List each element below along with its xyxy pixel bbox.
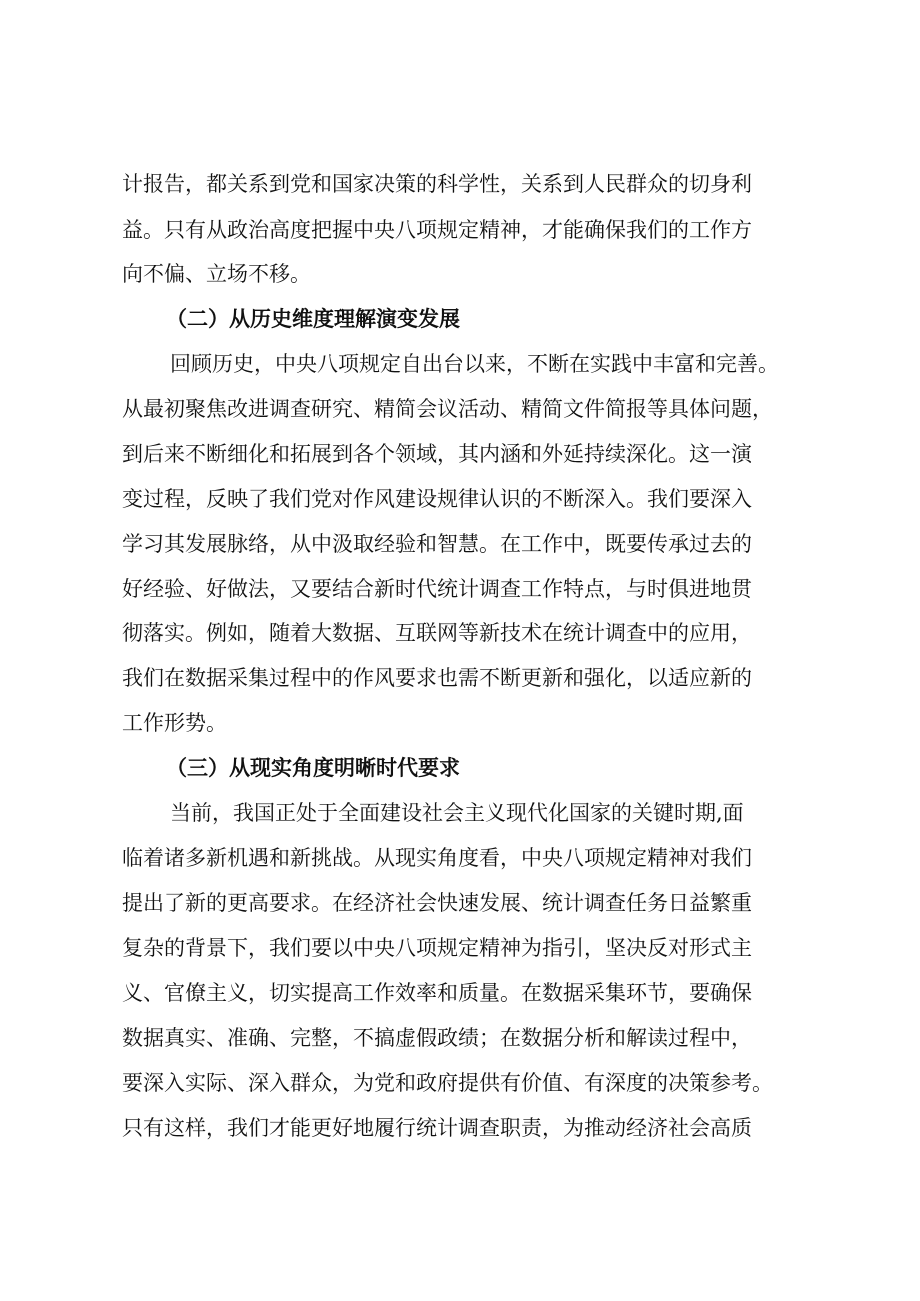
line-text: 益。只有从政治高度把握中央八项规定精神，才能确保我们的工作方 bbox=[122, 218, 752, 242]
body-text-line bbox=[0, 1020, 920, 1056]
body-text-line bbox=[0, 571, 920, 607]
line-text: 数据真实、准确、完整，不搞虚假政绩；在数据分析和解读过程中， bbox=[122, 1026, 752, 1050]
line-text: 到后来不断细化和拓展到各个领域，其内涵和外延持续深化。这一演 bbox=[122, 442, 752, 466]
body-text-line bbox=[0, 705, 920, 741]
line-text: 计报告，都关系到党和国家决策的科学性，关系到人民群众的切身利 bbox=[122, 172, 752, 196]
line-text: 临着诸多新机遇和新挑战。从现实角度看，中央八项规定精神对我们 bbox=[122, 846, 752, 870]
heading-text: （二）从历史维度理解演变发展 bbox=[166, 306, 460, 331]
line-text: 要深入实际、深入群众，为党和政府提供有价值、有深度的决策参考。 bbox=[122, 1071, 773, 1095]
body-text-line bbox=[0, 391, 920, 427]
body-text-line bbox=[0, 660, 920, 696]
body-text-line bbox=[0, 795, 920, 831]
section-heading-2 bbox=[0, 301, 920, 337]
body-text-line bbox=[0, 615, 920, 651]
line-text: 当前，我国正处于全面建设社会主义现代化国家的关键时期,面 bbox=[170, 801, 744, 825]
body-text-line bbox=[0, 346, 920, 382]
body-text-line bbox=[0, 975, 920, 1011]
body-text-line bbox=[0, 212, 920, 248]
line-text: 好经验、好做法，又要结合新时代统计调查工作特点，与时俱进地贯 bbox=[122, 577, 752, 601]
body-text-line bbox=[0, 526, 920, 562]
body-text-line bbox=[0, 166, 920, 202]
body-text-line bbox=[0, 1065, 920, 1101]
line-text: 工作形势。 bbox=[122, 711, 227, 735]
line-text: 只有这样，我们才能更好地履行统计调查职责，为推动经济社会高质 bbox=[122, 1116, 752, 1140]
line-text: 回顾历史，中央八项规定自出台以来，不断在实践中丰富和完善。 bbox=[170, 352, 779, 376]
body-text-line bbox=[0, 481, 920, 517]
line-text: 变过程，反映了我们党对作风建设规律认识的不断深入。我们要深入 bbox=[122, 487, 752, 511]
heading-text: （三）从现实角度明晰时代要求 bbox=[166, 755, 460, 780]
line-text: 复杂的背景下，我们要以中央八项规定精神为指引，坚决反对形式主 bbox=[122, 936, 752, 960]
line-text: 提出了新的更高要求。在经济社会快速发展、统计调查任务日益繁重 bbox=[122, 891, 752, 915]
line-text: 向不偏、立场不移。 bbox=[122, 262, 311, 286]
body-text-line bbox=[0, 436, 920, 472]
body-text-line bbox=[0, 930, 920, 966]
line-text: 义、官僚主义，切实提高工作效率和质量。在数据采集环节，要确保 bbox=[122, 981, 752, 1005]
body-text-line bbox=[0, 885, 920, 921]
section-heading-3 bbox=[0, 750, 920, 786]
line-text: 从最初聚焦改进调查研究、精简会议活动、精简文件简报等具体问题， bbox=[122, 397, 773, 421]
line-text: 彻落实。例如，随着大数据、互联网等新技术在统计调查中的应用， bbox=[122, 621, 752, 645]
body-text-line bbox=[0, 256, 920, 292]
body-text-line bbox=[0, 840, 920, 876]
line-text: 我们在数据采集过程中的作风要求也需不断更新和强化，以适应新的 bbox=[122, 666, 752, 690]
line-text: 学习其发展脉络，从中汲取经验和智慧。在工作中，既要传承过去的 bbox=[122, 532, 752, 556]
body-text-line bbox=[0, 1110, 920, 1146]
